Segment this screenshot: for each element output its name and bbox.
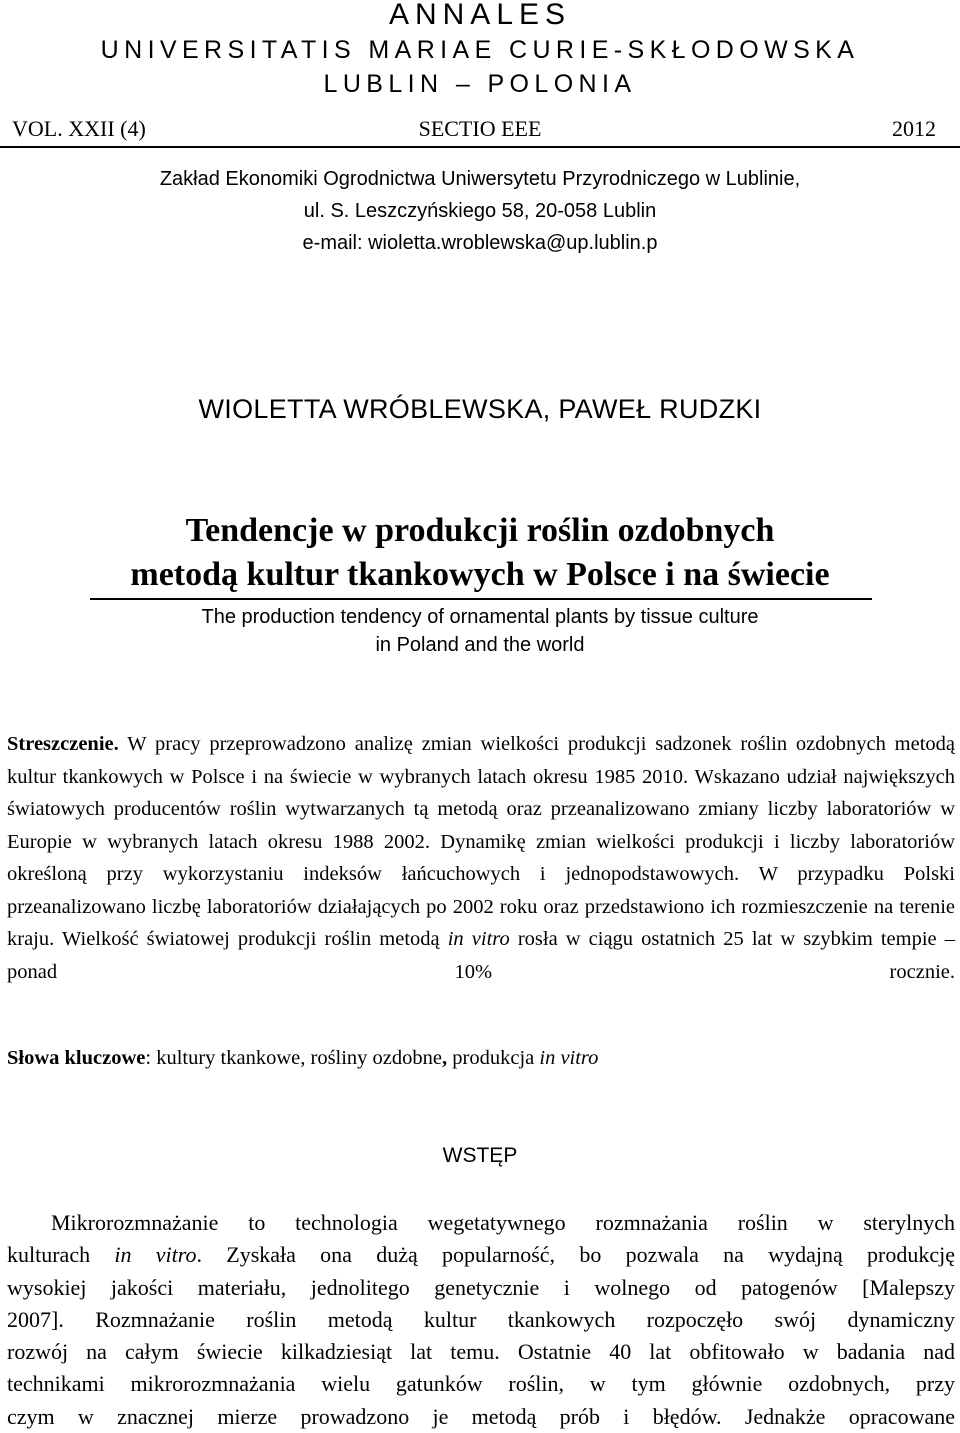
intro-line bbox=[7, 1239, 955, 1271]
intro-line: Mikrorozmnażanie to technologia wegetatywnego rozmnażania roślin w sterylnych bbox=[51, 1210, 955, 1235]
title-polish-line: metodą kultur tkankowych w Polsce i na świecie bbox=[130, 556, 830, 593]
header-divider bbox=[0, 146, 960, 148]
keywords-label: Słowa kluczowe bbox=[7, 1047, 146, 1069]
affiliation-email: e-mail: wioletta.wroblewska@up.lublin.p bbox=[302, 232, 658, 254]
section-heading: WSTĘP bbox=[442, 1144, 518, 1167]
journal-city: LUBLIN – POLONIA bbox=[323, 70, 637, 98]
abstract-italic: in vitro bbox=[447, 928, 510, 950]
abstract-text: W pracy przeprowadzono analizę zmian wielkości produkcji sadzonek roślin ozdobnych metodą kultur tkankowych w Polsce i na świecie w wybranych latach okresu 1985 2010. Wskazano udział największych światowych producentów roślin wytwarzanych tą metodą oraz przeanalizowano zmiany liczby laboratoriów w Europie w wybranych latach okresu 1988 2002. Dynamikę zmian wielkości produkcji i liczby laboratoriów określoną przy wykorzystaniu indeksów łańcuchowych i jednopodstawowych. W przypadku Polski przeanalizowano liczbę laboratoriów działających po 2002 roku oraz przedstawiono ich rozmieszczenie na terenie kraju. Wielkość światowej produkcji roślin metodą bbox=[7, 733, 955, 950]
journal-university: UNIVERSITATIS MARIAE CURIE-SKŁODOWSKA bbox=[100, 36, 860, 64]
keywords-comma: , bbox=[442, 1047, 448, 1069]
intro-line: 2007]. Rozmnażanie roślin metodą kultur tkankowych rozpoczęło swój dynamiczny bbox=[7, 1306, 955, 1332]
intro-line: wysokiej jakości materiału, jednolitego genetycznie i wolnego od patogenów [Malepszy bbox=[7, 1274, 955, 1300]
authors: WIOLETTA WRÓBLEWSKA, PAWEŁ RUDZKI bbox=[198, 394, 762, 424]
issue-volume: VOL. XXII (4) bbox=[12, 116, 146, 141]
title-divider bbox=[90, 598, 872, 600]
intro-paragraph bbox=[7, 1207, 955, 1433]
keywords bbox=[7, 1047, 598, 1070]
intro-text: kulturach bbox=[7, 1242, 115, 1268]
abstract bbox=[7, 728, 955, 988]
affiliation-line: ul. S. Leszczyńskiego 58, 20-058 Lublin bbox=[303, 200, 657, 222]
journal-title: ANNALES bbox=[388, 0, 572, 31]
intro-line: rozwój na całym świecie kilkadziesiąt lat temu. Ostatnie 40 lat obfitowało w badania nad bbox=[7, 1339, 955, 1365]
affiliation-line: Zakład Ekonomiki Ogrodnictwa Uniwersytetu Przyrodniczego w Lublinie, bbox=[159, 168, 801, 190]
keywords-italic: in vitro bbox=[539, 1047, 599, 1069]
abstract-label: Streszczenie. bbox=[7, 733, 119, 755]
keywords-text: : kultury tkankowe, rośliny ozdobne bbox=[145, 1047, 443, 1069]
intro-text: . Zyskała ona dużą popularność, bo pozwala na wydajną produkcję bbox=[196, 1242, 955, 1268]
title-english-line: The production tendency of ornamental plants by tissue culture bbox=[201, 606, 759, 628]
intro-line: technikami mikrorozmnażania wielu gatunków roślin, w tym głównie ozdobnych, przy bbox=[7, 1371, 955, 1397]
intro-italic: in vitro bbox=[114, 1242, 197, 1268]
keywords-text-2: produkcja bbox=[447, 1047, 540, 1069]
title-english-line: in Poland and the world bbox=[375, 634, 585, 656]
title-polish-line: Tendencje w produkcji roślin ozdobnych bbox=[185, 512, 775, 549]
intro-line: czym w znacznej mierze prowadzono je metodą prób i błędów. Jednakże opracowane bbox=[7, 1403, 955, 1429]
abstract-text-end: rosła w ciągu ostatnich 25 lat w szybkim tempie – ponad 10% rocznie. bbox=[7, 928, 955, 983]
issue-year: 2012 bbox=[892, 116, 936, 141]
issue-section: SECTIO EEE bbox=[418, 116, 542, 141]
